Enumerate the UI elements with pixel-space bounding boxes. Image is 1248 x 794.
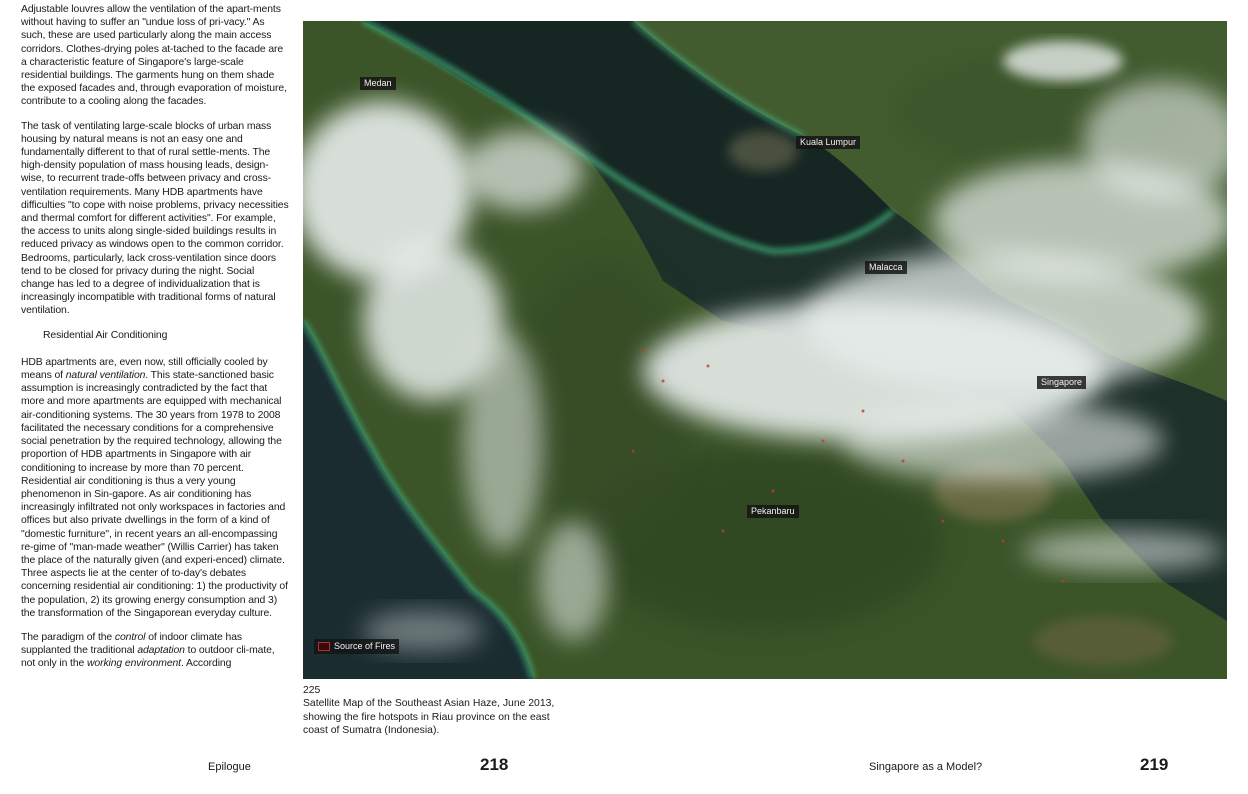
page-number-right: 219 (1140, 755, 1169, 774)
legend-label: Source of Fires (334, 641, 396, 651)
paragraph-louvres: Adjustable louvres allow the ventilation of the apart-ments without having to suffer an "undue loss of pri-vacy." As such, these are used particularly along the main access corridors. Clothes-drying poles at-tached to the facade are a characteristic feature of Singapore's large-scale residential buildings. The garments hung on them shade the exposed facades and, through evaporation of moisture, contribute to a cooling along the facades. (21, 4, 287, 108)
satellite-map-graphic (303, 21, 1227, 679)
page-number-left: 218 (480, 755, 509, 774)
figure-caption-text: Satellite Map of the Southeast Asian Haze, June 2013, showing the fire hotspots in Riau province on the east coast of Sumatra (Indonesia). (303, 698, 555, 737)
paragraph-air-conditioning: HDB apartments are, even now, still officially cooled by means of natural ventilation. This state-sanctioned basic assumption is increasingly contradicted by the fact that more and more apartments are equipped with mechanical air-conditioning systems. The 30 years from 1978 to 2008 facilitated the necessary conditions for a comprehensive social penetration by the required technology, allowing the proportion of HDB apartments in Singapore with air conditioning to increase by more than 70 percent. Residential air conditioning is thus a very young phenomenon in Sin-gapore. As air conditioning has increasingly infiltrated not only workspaces in factories and offices but also private dwellings in the form of a kind of "domestic furniture", in recent years an all-encompassing re-gime of "man-made weather" (Willis Carrier) has taken the place of the naturally given (and experi-enced) climate. Three aspects lie at the center of to-day's debates concerning residential air conditioning: 1) the productivity of the population, 2) its growing energy consumption and 3) the transformation of the Singaporean everyday culture. (21, 356, 288, 619)
section-subheading: Residential Air Conditioning (43, 329, 168, 341)
figure-number: 225 (303, 685, 321, 696)
paragraph-paradigm: The paradigm of the control of indoor climate has supplanted the traditional adaptation to outdoor cli-mate, not only in the working environment. According (21, 631, 275, 670)
footer-section-left: Epilogue (208, 761, 251, 773)
map-label-singapore: Singapore (1037, 376, 1086, 389)
body-text-column (21, 3, 289, 682)
fire-swatch-icon (318, 642, 330, 651)
map-label-pekanbaru: Pekanbaru (747, 505, 799, 518)
map-label-medan: Medan (360, 77, 396, 90)
figure-caption (303, 684, 565, 738)
map-legend (314, 639, 399, 654)
map-label-malacca: Malacca (865, 261, 907, 274)
satellite-map-image (303, 21, 1227, 679)
paragraph-ventilation: The task of ventilating large-scale blocks of urban mass housing by natural means is not an easy one and fundamentally different to that of rural settle-ments. The high-density population of mass housing leads, design-wise, to recurrent trade-offs between privacy and cross-ventilation requirements. Many HDB apartments have difficulties "to cope with noise problems, privacy necessities and thermal comfort for different activities". For example, the access to units along single-sided buildings results in reduced privacy as windows open to the common corridor. Bedrooms, particularly, lack cross-ventilation since doors tend to be closed for privacy during the night. Social change has led to a degree of individualization that is increasingly incompatible with traditional forms of natural ventilation. (21, 120, 289, 317)
map-label-kuala-lumpur: Kuala Lumpur (796, 136, 860, 149)
footer-section-right: Singapore as a Model? (869, 761, 983, 773)
